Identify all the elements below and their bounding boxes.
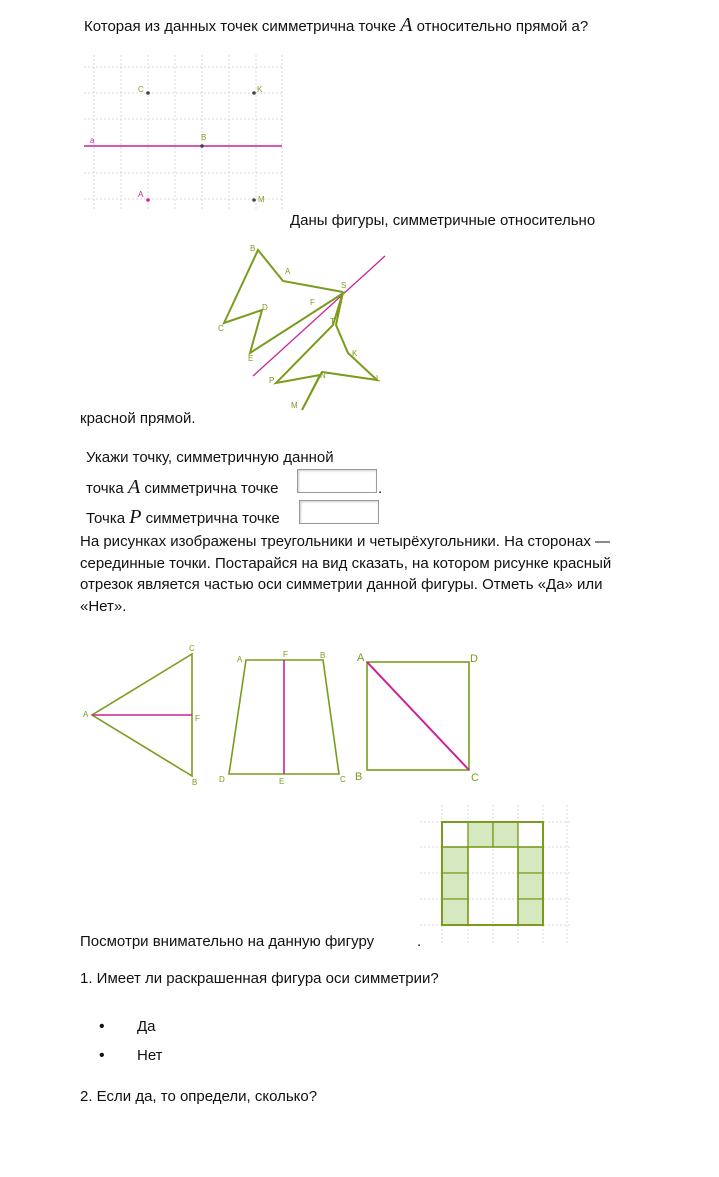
label-c: C [138,85,144,94]
cell-left-2 [442,873,468,899]
sq-label-A: A [357,652,365,664]
row1-prefix: точка [86,480,128,497]
trap-label-F: F [283,650,288,659]
q2-prompt: Укажи точку, симметричную данной [86,449,334,466]
label-N: N [320,371,326,380]
label-E: E [248,354,254,363]
label-P: P [269,376,275,385]
trap-label-E: E [279,777,285,786]
q1-text-after: относительно прямой а? [412,18,589,35]
figure-triangle [82,642,202,792]
trap-label-A: A [237,655,243,664]
option-no[interactable]: Нет [137,1047,163,1064]
symmetry-line [253,256,385,376]
cell-right-2 [518,873,543,899]
shape-left [224,250,345,353]
label-T: T [330,317,335,326]
q4-question1: 1. Имеет ли раскрашенная фигура оси симметрии? [80,970,439,987]
q4-question2: 2. Если да, то определи, сколько? [80,1088,318,1105]
answer-input-point-p[interactable] [299,500,379,524]
tri-label-B: B [192,778,198,787]
q3-text: На рисунках изображены треугольники и четырёхугольники. На сторонах — серединные точки. Постарайся на вид сказать, на котором рисунке красный отрезок является частью оси симметрии данной фигуры. Отметь «Да» или «Нет». [80,533,612,615]
cell-left-1 [442,847,468,873]
trap-label-C: C [340,775,346,784]
option-yes[interactable]: Да [137,1018,156,1035]
point-b [200,144,204,148]
tri-label-F: F [195,714,200,723]
q2-text-part2: красной прямой. [80,410,196,427]
tri-label-C: C [189,644,195,653]
q1-point-label: A [400,14,413,36]
label-line-a: a [90,136,95,145]
answer-input-point-a[interactable] [297,469,377,493]
q1-text-before: Которая из данных точек симметрична точке [84,18,401,35]
q4-intro-end: . [417,933,422,950]
figure-symmetric-shapes [210,240,390,420]
trap-label-D: D [219,775,225,784]
cell-right-3 [518,899,543,925]
row2-suffix: симметрична точке [141,510,280,527]
label-K: K [352,349,358,358]
q2-row2 [86,508,280,528]
row1-suffix: симметрична точке [140,480,279,497]
label-S: S [341,281,347,290]
label-C: C [218,324,224,333]
label-M: M [291,401,298,410]
square-red-diagonal [367,662,469,770]
label-A: A [285,267,291,276]
sq-label-B: B [355,771,363,783]
q4-intro: Посмотри внимательно на данную фигуру [80,933,375,950]
point-a [146,198,150,202]
label-L: L [376,374,381,383]
tri-label-A: A [83,710,89,719]
q1-question [84,16,588,36]
q2-text-part1: Даны фигуры, симметричные относительно [290,212,596,229]
label-b: B [201,133,207,142]
label-F: F [310,298,315,307]
grid-lines [84,55,284,210]
label-D: D [262,303,268,312]
row2-prefix: Точка [86,510,130,527]
label-point-a: A [138,190,144,199]
option-no-bullet: • [99,1047,105,1064]
point-m [252,198,256,202]
label-k: K [257,85,263,94]
option-yes-bullet: • [99,1018,105,1035]
point-c [146,91,150,95]
sq-label-C: C [471,772,479,784]
row1-point: A [127,476,141,498]
figure-colored-grid [420,805,570,950]
trap-label-B: B [320,651,326,660]
q2-row1 [86,478,278,498]
row1-end: . [378,480,383,497]
label-B: B [250,244,256,253]
figure-square [355,650,485,790]
cell-right-1 [518,847,543,873]
label-m: M [258,195,265,204]
figure-point-grid [84,55,284,215]
cell-left-3 [442,899,468,925]
sq-label-D: D [470,653,478,665]
row2-point: P [129,506,142,528]
cell-top-2 [468,822,493,847]
cell-top-3 [493,822,518,847]
figure-trapezoid [218,648,348,793]
point-k [252,91,256,95]
